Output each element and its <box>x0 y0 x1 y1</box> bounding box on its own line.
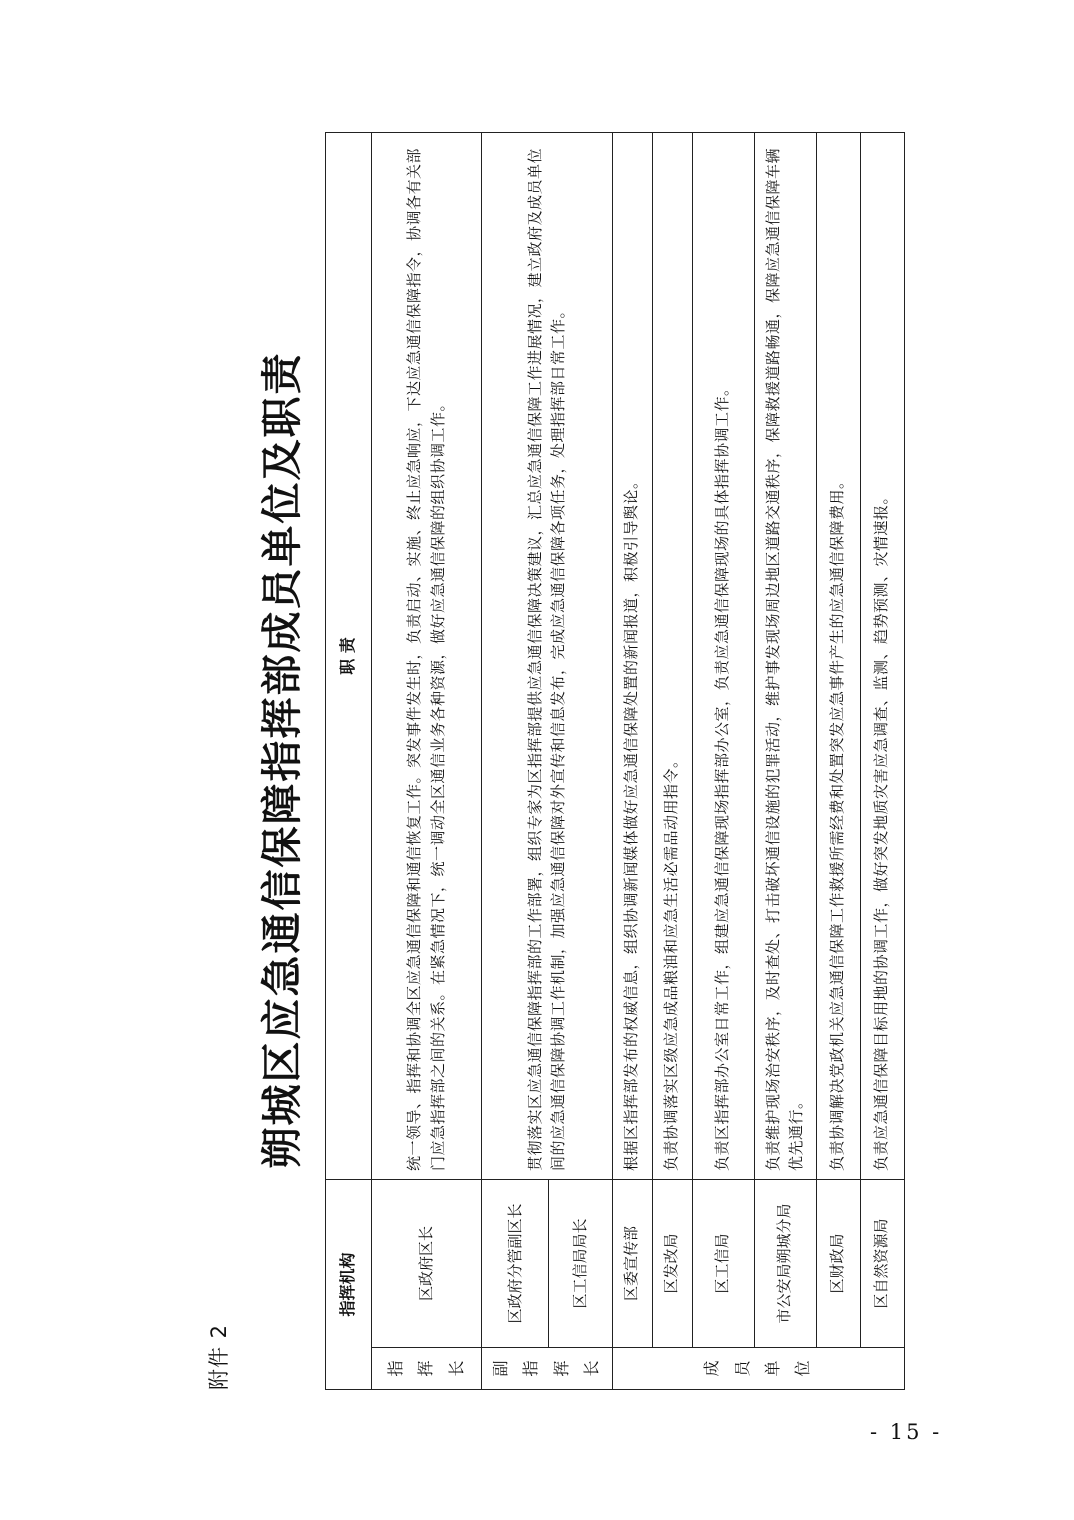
table-row <box>860 133 904 1390</box>
duty-cell: 负责协调解决党政机关应急通信保障工作救援所需经费和处置突发应急事件产生的应急通信保障费用。 <box>816 133 860 1180</box>
category-cell <box>372 1348 482 1390</box>
header-org: 指挥机构 <box>326 1179 372 1389</box>
duty-cell: 贯彻落实区应急通信保障指挥部的工作部署，组织专家为区指挥部提供应急通信保障决策建议，汇总应急通信保障工作进展情况，建立政府及成员单位间的应急通信保障协调工作机制，加强应急通信保障对外宣传和信息发布，完成应急通信保障各项任务，处理指挥部日常工作。 <box>482 133 613 1180</box>
table-row <box>612 133 652 1390</box>
table-row <box>692 133 754 1390</box>
org-cell: 区财政局 <box>816 1179 860 1347</box>
category-label: 副指挥长 <box>491 1360 602 1377</box>
table-row <box>816 133 860 1390</box>
table-row <box>482 133 549 1390</box>
org-cell: 区发改局 <box>652 1179 692 1347</box>
table-row <box>652 133 692 1390</box>
table-row <box>372 133 482 1390</box>
org-cell: 区政府区长 <box>372 1179 482 1347</box>
header-duty: 职 责 <box>326 133 372 1180</box>
duty-cell: 统一领导、指挥和协调全区应急通信保障和通信恢复工作。突发事件发生时，负责启动、实施、终止应急响应，下达应急通信保障指令，协调各有关部门应急指挥部之间的关系。在紧急情况下，统一调动全区通信业务各种资源，做好应急通信保障的组织协调工作。 <box>372 133 482 1180</box>
table-row <box>754 133 816 1390</box>
org-cell: 区委宣传部 <box>612 1179 652 1347</box>
table-header-row <box>326 133 372 1390</box>
category-label: 指挥长 <box>385 1360 466 1377</box>
org-cell: 区自然资源局 <box>860 1179 904 1347</box>
duty-cell: 负责应急通信保障目标用地的协调工作，做好突发地质灾害应急调查、监测、趋势预测、灾情速报。 <box>860 133 904 1180</box>
org-cell: 区工信局 <box>692 1179 754 1347</box>
category-cell <box>482 1348 613 1390</box>
duties-table <box>325 132 905 1390</box>
category-cell <box>612 1348 904 1390</box>
duty-cell: 负责协调落实区级应急成品粮油和应急生活必需品动用指令。 <box>652 133 692 1180</box>
duty-cell: 负责区指挥部办公室日常工作，组建应急通信保障现场指挥部办公室，负责应急通信保障现场的具体指挥协调工作。 <box>692 133 754 1180</box>
duty-cell: 根据区指挥部发布的权威信息，组织协调新闻媒体做好应急通信保障处置的新闻报道，积极引导舆论。 <box>612 133 652 1180</box>
org-cell: 区工信局局长 <box>549 1179 612 1347</box>
document-title: 朔城区应急通信保障指挥部成员单位及职责 <box>258 351 306 1169</box>
attachment-label: 附件 2 <box>207 1323 231 1390</box>
org-cell: 市公安局朔城分局 <box>754 1179 816 1347</box>
rotated-page-content <box>197 130 891 1390</box>
category-label: 成员单位 <box>702 1360 813 1377</box>
org-cell: 区政府分管副区长 <box>482 1179 549 1347</box>
duty-cell: 负责维护现场治安秩序，及时查处、打击破坏通信设施的犯罪活动，维护事发现场周边地区道路交通秩序，保障救援道路畅通，保障应急通信保障车辆优先通行。 <box>754 133 816 1180</box>
page-number: - 15 - <box>870 1420 943 1444</box>
